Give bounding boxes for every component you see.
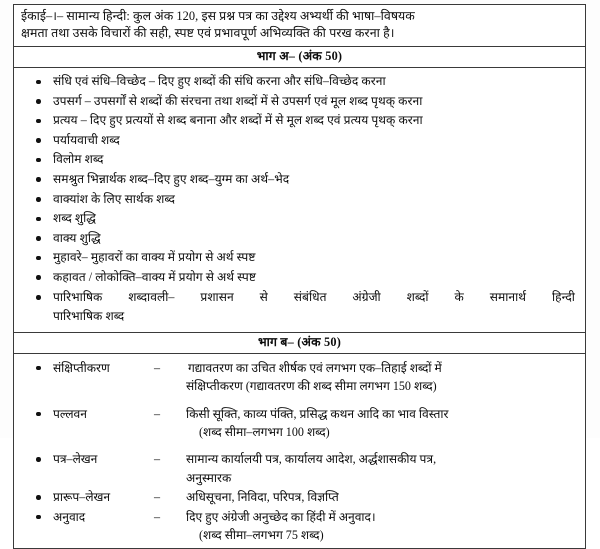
list-item xyxy=(20,131,579,151)
list-item xyxy=(20,488,579,506)
definition-description xyxy=(186,359,579,396)
part-a-topic-list xyxy=(20,72,579,327)
list-item xyxy=(20,450,579,487)
topic-text: प्रत्यय – दिए हुए प्रत्ययों से शब्द बनाना और शब्दों में से मूल शब्द एवं प्रत्यय पृथक् करना xyxy=(53,113,423,128)
unit-header-line-1: ईकाई–।– सामान्य हिन्दी: कुल अंक 120, इस प्रश्न पत्र का उद्देश्य अभ्यर्थी की भाषा–विषयक xyxy=(21,9,415,23)
definition-dash: – xyxy=(154,509,161,524)
list-item xyxy=(20,170,579,190)
definition-description xyxy=(186,508,579,545)
definition-description-line-2: संक्षिप्तीकरण (गद्यावतरण की शब्द सीमा लगभग 150 शब्द) xyxy=(186,379,437,394)
definition-dash: – xyxy=(154,406,161,421)
syllabus-table xyxy=(13,4,586,549)
definition-dash: – xyxy=(154,452,161,467)
list-item xyxy=(20,190,579,210)
definition-term: संक्षिप्तीकरण xyxy=(53,360,110,375)
topic-text: विलोम शब्द xyxy=(53,152,104,167)
bullet-icon xyxy=(36,138,41,143)
topic-text: कहावत / लोकोक्ति–वाक्य में प्रयोग से अर्थ स्पष्ट xyxy=(53,269,256,284)
list-item xyxy=(20,405,579,442)
bullet-icon xyxy=(36,80,41,85)
list-item xyxy=(20,150,579,170)
list-item xyxy=(20,268,579,288)
bullet-icon xyxy=(36,515,41,520)
definition-description-line-2: (शब्द सीमा–लगभग 100 शब्द) xyxy=(199,424,330,439)
part-b-heading: भाग ब– (अंक 50) xyxy=(14,333,585,354)
definition-description-line-1: गद्यावतरण का उचित शीर्षक एवं लगभग एक–तिहाई शब्दों में xyxy=(188,360,442,375)
topic-text: मुहावरे– मुहावरों का वाक्य में प्रयोग से अर्थ स्पष्ट xyxy=(53,250,256,265)
list-item xyxy=(20,209,579,229)
definition-description-line-1: अधिसूचना, निविदा, परिपत्र, विज्ञप्ति xyxy=(186,490,339,505)
part-b-definition-list xyxy=(20,359,579,545)
bullet-icon xyxy=(36,217,41,222)
definition-description-line-1: दिए हुए अंग्रेजी अनुच्छेद का हिंदी में अनुवाद। xyxy=(186,509,376,524)
list-item xyxy=(20,508,579,545)
topic-text: संधि एवं संधि–विच्छेद – दिए हुए शब्दों की संधि करना और संधि–विच्छेद करना xyxy=(53,74,386,88)
definition-term: पल्लवन xyxy=(53,406,87,421)
definition-term: प्रारूप–लेखन xyxy=(53,490,111,505)
definition-description-line-1: किसी सूक्ति, काव्य पंक्ति, प्रसिद्ध कथन आदि का भाव विस्तार xyxy=(186,406,449,421)
list-item xyxy=(20,288,579,327)
definition-description xyxy=(186,450,579,487)
bullet-icon xyxy=(36,256,41,261)
definition-description xyxy=(186,488,579,506)
part-a-body xyxy=(14,68,585,333)
bullet-icon xyxy=(36,99,41,104)
unit-header-line-2: क्षमता तथा उसके विचारों की सही, स्पष्ट एवं प्रभावपूर्ण अभिव्यक्ति की परख करना है। xyxy=(21,26,395,40)
list-item xyxy=(20,359,579,396)
bullet-icon xyxy=(36,197,41,202)
list-item xyxy=(20,111,579,131)
definition-term: अनुवाद xyxy=(53,509,86,524)
bullet-icon xyxy=(36,275,41,280)
part-a-heading: भाग अ– (अंक 50) xyxy=(14,47,585,68)
definition-description-line-2: (शब्द सीमा–लगभग 75 शब्द) xyxy=(199,527,324,542)
part-b-body xyxy=(14,354,585,549)
topic-text-line-2: पारिभाषिक शब्द xyxy=(53,309,125,324)
list-item xyxy=(20,92,579,112)
bullet-icon xyxy=(36,177,41,182)
bullet-icon xyxy=(36,295,41,300)
definition-description-line-2: अनुस्मारक xyxy=(186,470,232,485)
definition-term: पत्र–लेखन xyxy=(53,452,98,467)
topic-text: शब्द शुद्धि xyxy=(53,211,97,226)
topic-text-line-1: पारिभाषिक शब्दावली– प्रशासन से संबंधित अंग्रेजी शब्दों के समानार्थ हिन्दी xyxy=(53,289,575,304)
list-item xyxy=(20,248,579,268)
topic-text: वाक्यांश के लिए सार्थक शब्द xyxy=(53,191,175,206)
bullet-icon xyxy=(36,495,41,500)
definition-dash: – xyxy=(154,490,161,505)
bullet-icon xyxy=(36,119,41,124)
topic-text: उपसर्ग – उपसर्गों से शब्दों की संरचना तथा शब्दों में से उपसर्ग एवं मूल शब्द पृथक् करना xyxy=(53,93,423,108)
topic-text: वाक्य शुद्धि xyxy=(53,230,101,245)
definition-dash: – xyxy=(154,360,161,375)
unit-header-row xyxy=(14,5,585,47)
topic-text: समश्रुत भिन्नार्थक शब्द–दिए हुए शब्द–युग्म का अर्थ–भेद xyxy=(53,171,290,186)
list-item xyxy=(20,72,579,92)
bullet-icon xyxy=(36,457,41,462)
bullet-icon xyxy=(36,158,41,163)
bullet-icon xyxy=(36,412,41,417)
bullet-icon xyxy=(36,236,41,241)
definition-description xyxy=(186,405,579,442)
topic-text: पर्यायवाची शब्द xyxy=(53,132,120,147)
topic-text xyxy=(53,288,575,327)
list-item xyxy=(20,229,579,249)
definition-description-line-1: सामान्य कार्यालयी पत्र, कार्यालय आदेश, अर्द्धशासकीय पत्र, xyxy=(186,452,437,467)
bullet-icon xyxy=(36,366,41,371)
